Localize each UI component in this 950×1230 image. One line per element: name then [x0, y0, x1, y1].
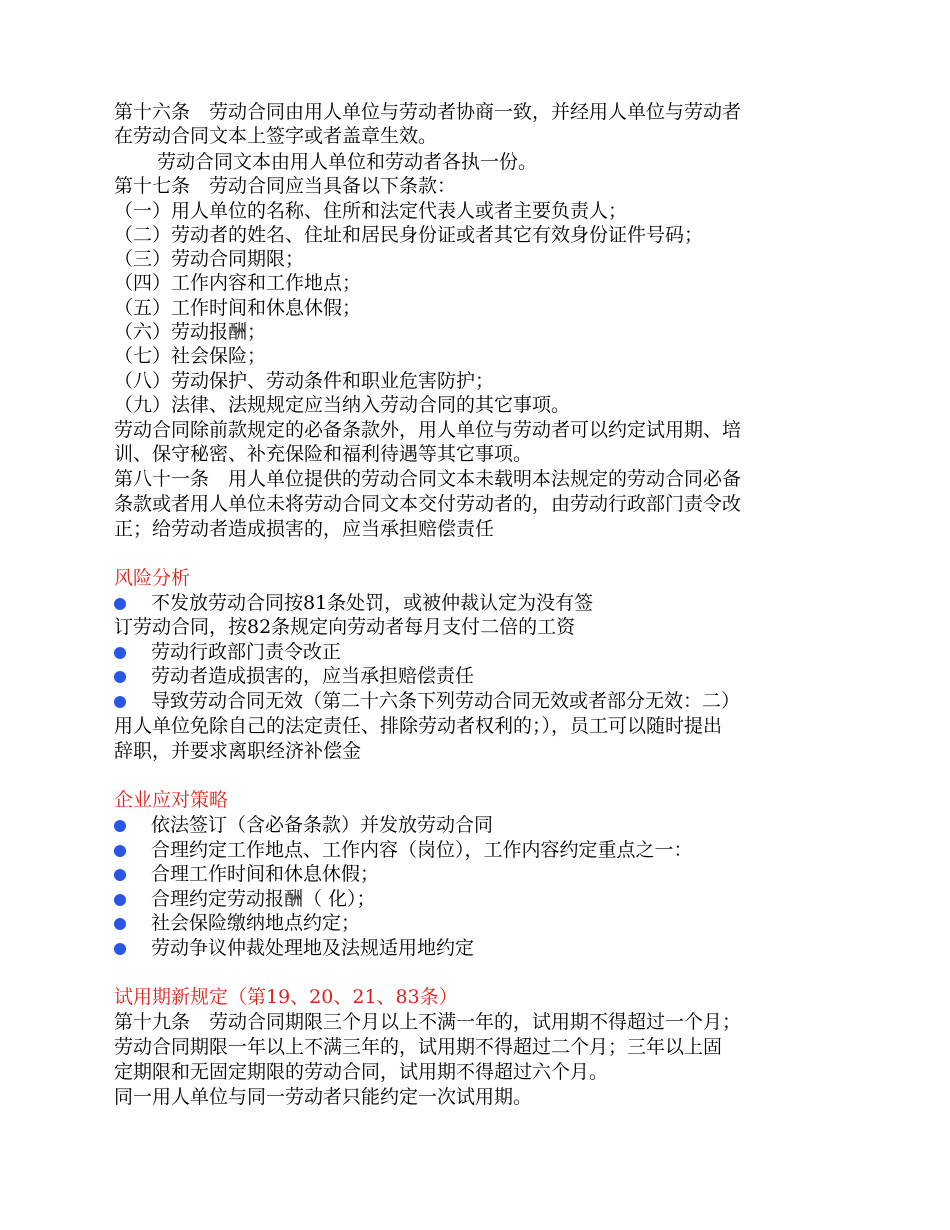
- text-line: 条款或者用人单位未将劳动合同文本交付劳动者的，由劳动行政部门责令改: [114, 493, 742, 515]
- bullet-icon: [114, 647, 126, 659]
- text-line: （九）法律、法规规定应当纳入劳动合同的其它事项。: [114, 394, 571, 416]
- bullet-icon: [114, 845, 126, 857]
- text-line: 订劳动合同，按82条规定向劳动者每月支付二倍的工资: [114, 616, 576, 638]
- text-line: （四）工作内容和工作地点；: [114, 272, 362, 294]
- text-line: （八）劳动保护、劳动条件和职业危害防护；: [114, 370, 495, 392]
- text-line: 劳动合同期限一年以上不满三年的，试用期不得超过二个月；三年以上固: [114, 1036, 723, 1058]
- text-line: （六）劳动报酬；: [114, 321, 267, 343]
- text-line: 劳动合同文本由用人单位和劳动者各执一份。: [157, 151, 538, 173]
- text-line: （一）用人单位的名称、住所和法定代表人或者主要负责人；: [114, 200, 628, 222]
- text-line: 第十七条 劳动合同应当具备以下条款：: [114, 175, 457, 197]
- bullet-icon: [114, 918, 126, 930]
- text-line: 第十九条 劳动合同期限三个月以上不满一年的，试用期不得超过一个月；: [114, 1011, 742, 1033]
- text-line: （二）劳动者的姓名、住址和居民身份证或者其它有效身份证件号码；: [114, 224, 704, 246]
- text-line: 第八十一条 用人单位提供的劳动合同文本未载明本法规定的劳动合同必备: [114, 468, 742, 490]
- bullet-icon: [114, 894, 126, 906]
- text-line: 正；给劳动者造成损害的，应当承担赔偿责任: [114, 518, 495, 540]
- text-line: （三）劳动合同期限；: [114, 248, 305, 270]
- bullet-icon: [114, 598, 126, 610]
- section-heading: 企业应对策略: [114, 789, 229, 811]
- section-heading: 试用期新规定（第19、20、21、83条）: [114, 986, 458, 1008]
- bullet-text: 合理工作时间和休息休假；: [151, 863, 380, 885]
- bullet-text: 劳动行政部门责令改正: [151, 641, 342, 663]
- text-line: 训、保守秘密、补充保险和福利待遇等其它事项。: [114, 443, 533, 465]
- bullet-icon: [114, 869, 126, 881]
- bullet-icon: [114, 696, 126, 708]
- bullet-text: 合理约定工作地点、工作内容（岗位），工作内容约定重点之一：: [151, 839, 693, 861]
- bullet-text: 劳动者造成损害的，应当承担赔偿责任: [151, 665, 475, 687]
- text-line: （七）社会保险；: [114, 345, 267, 367]
- bullet-text: 不发放劳动合同按81条处罚，或被仲裁认定为没有签: [151, 592, 594, 614]
- bullet-text: 社会保险缴纳地点约定；: [151, 912, 361, 934]
- bullet-icon: [114, 820, 126, 832]
- bullet-text: 导致劳动合同无效（第二十六条下列劳动合同无效或者部分无效：二）: [151, 690, 741, 712]
- bullet-text: 劳动争议仲裁处理地及法规适用地约定: [151, 937, 475, 959]
- bullet-icon: [114, 671, 126, 683]
- text-line: 在劳动合同文本上签字或者盖章生效。: [114, 125, 438, 147]
- text-line: 第十六条 劳动合同由用人单位与劳动者协商一致，并经用人单位与劳动者: [114, 101, 742, 123]
- text-line: 定期限和无固定期限的劳动合同，试用期不得超过六个月。: [114, 1061, 609, 1083]
- bullet-icon: [114, 943, 126, 955]
- bullet-text: 依法签订（含必备条款）并发放劳动合同: [151, 814, 494, 836]
- text-line: 辞职，并要求离职经济补偿金: [114, 740, 362, 762]
- text-line: 用人单位免除自己的法定责任、排除劳动者权利的；），员工可以随时提出: [114, 715, 723, 737]
- section-heading: 风险分析: [114, 567, 191, 589]
- text-line: （五）工作时间和休息休假；: [114, 297, 362, 319]
- text-line: 同一用人单位与同一劳动者只能约定一次试用期。: [114, 1086, 533, 1108]
- bullet-text: 合理约定劳动报酬（ 化）；: [151, 888, 376, 910]
- text-line: 劳动合同除前款规定的必备条款外，用人单位与劳动者可以约定试用期、培: [114, 419, 742, 441]
